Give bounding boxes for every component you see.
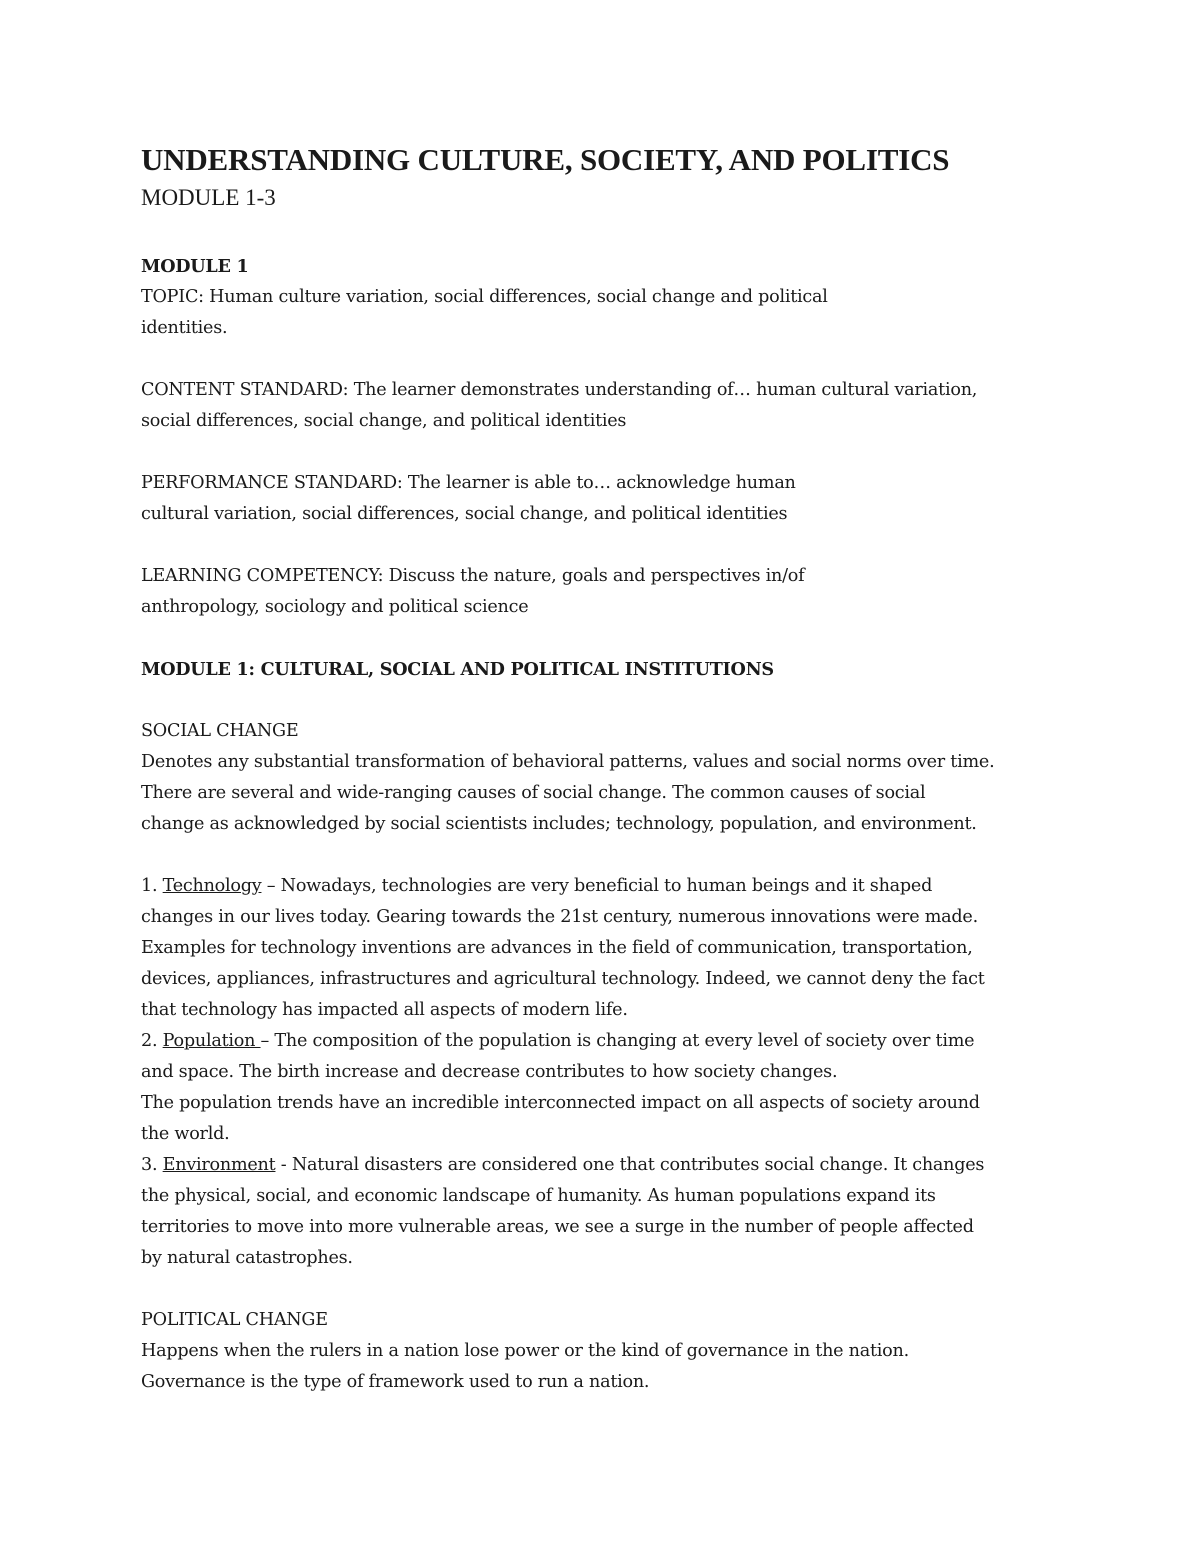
list-item-line: and space. The birth increase and decrease contributes to how society changes. (141, 1062, 838, 1082)
list-item-technology (141, 871, 1071, 902)
performance-standard-line-1: PERFORMANCE STANDARD: The learner is able to… acknowledge human (141, 473, 796, 493)
list-item-term: Population (162, 1031, 261, 1051)
political-change-heading: POLITICAL CHANGE (141, 1310, 328, 1330)
list-item-line: territories to move into more vulnerable areas, we see a surge in the number of people affected (141, 1217, 974, 1237)
social-change-heading: SOCIAL CHANGE (141, 721, 299, 741)
list-item-line: by natural catastrophes. (141, 1248, 353, 1268)
political-change-line: Happens when the rulers in a nation lose power or the kind of governance in the nation. (141, 1341, 909, 1361)
document-title: UNDERSTANDING CULTURE, SOCIETY, AND POLITICS (141, 142, 950, 177)
document-content (141, 140, 1071, 1398)
topic-line-2: identities. (141, 318, 228, 338)
topic-line-1: TOPIC: Human culture variation, social differences, social change and political (141, 287, 828, 307)
content-standard-line-2: social differences, social change, and political identities (141, 411, 627, 431)
list-item-line: the world. (141, 1124, 230, 1144)
list-item-term: Technology (162, 876, 262, 896)
list-item-line: that technology has impacted all aspects of modern life. (141, 1000, 628, 1020)
list-item-text: – Nowadays, technologies are very beneficial to human beings and it shaped (261, 876, 933, 896)
performance-standard-line-2: cultural variation, social differences, social change, and political identities (141, 504, 788, 524)
social-change-intro-line: There are several and wide-ranging causes of social change. The common causes of social (141, 783, 926, 803)
list-item-number: 1. (141, 876, 163, 896)
list-item-population (141, 1026, 1071, 1057)
list-item-term: Environment (162, 1155, 276, 1175)
module-heading: MODULE 1 (141, 256, 249, 277)
list-item-line: The population trends have an incredible interconnected impact on all aspects of society around (141, 1093, 980, 1113)
list-item-number: 3. (141, 1155, 163, 1175)
political-change-line: Governance is the type of framework used to run a nation. (141, 1372, 650, 1392)
list-item-line: devices, appliances, infrastructures and agricultural technology. Indeed, we cannot deny the fact (141, 969, 985, 989)
social-change-intro-line: Denotes any substantial transformation of behavioral patterns, values and social norms over time. (141, 752, 995, 772)
section-heading: MODULE 1: CULTURAL, SOCIAL AND POLITICAL INSTITUTIONS (141, 659, 774, 680)
list-item-line: the physical, social, and economic landscape of humanity. As human populations expand its (141, 1186, 936, 1206)
list-item-environment (141, 1150, 1071, 1181)
learning-competency-line-1: LEARNING COMPETENCY: Discuss the nature, goals and perspectives in/of (141, 566, 805, 586)
list-item-line: changes in our lives today. Gearing towards the 21st century, numerous innovations were made. (141, 907, 978, 927)
document-subtitle: MODULE 1-3 (141, 185, 276, 210)
social-change-intro-line: change as acknowledged by social scientists includes; technology, population, and environment. (141, 814, 977, 834)
list-item-text: - Natural disasters are considered one that contributes social change. It changes (275, 1155, 985, 1175)
learning-competency-line-2: anthropology, sociology and political science (141, 597, 529, 617)
list-item-text: – The composition of the population is changing at every level of society over time (260, 1031, 975, 1051)
list-item-number: 2. (141, 1031, 163, 1051)
content-standard-line-1: CONTENT STANDARD: The learner demonstrates understanding of… human cultural variation, (141, 380, 978, 400)
list-item-line: Examples for technology inventions are advances in the field of communication, transportation, (141, 938, 973, 958)
